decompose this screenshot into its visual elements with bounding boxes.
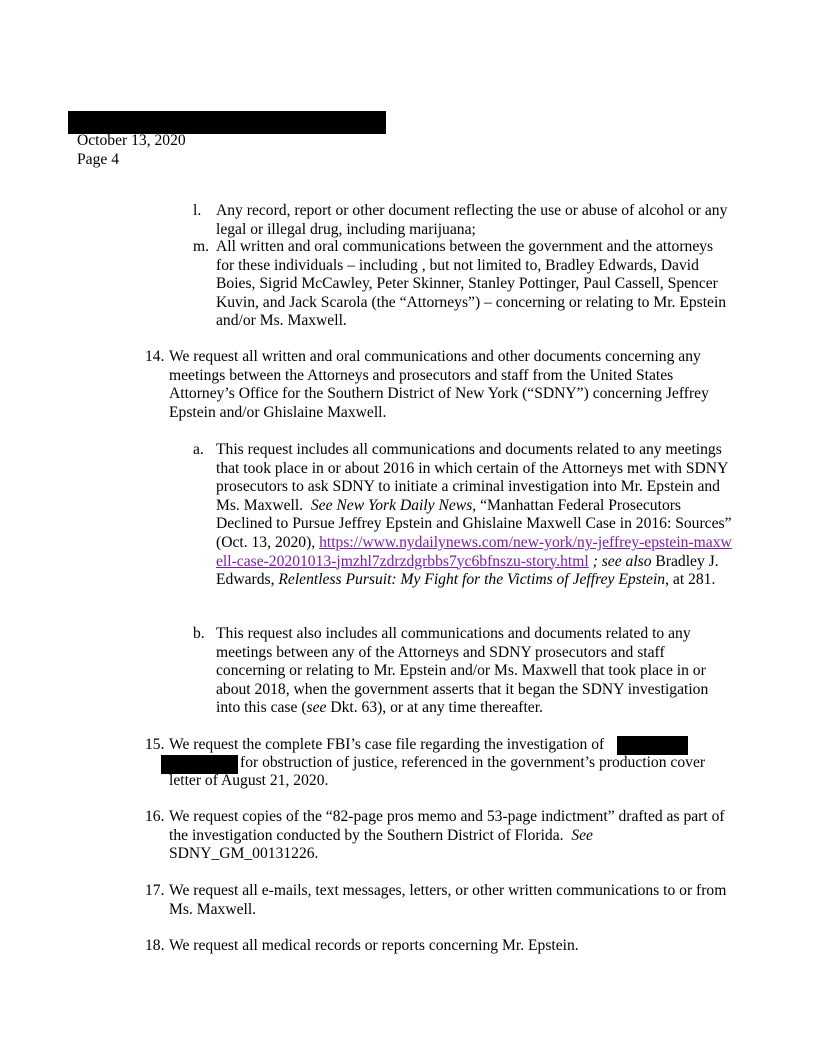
item-a-book-title: Relentless Pursuit: My Fight for the Victims of Jeffrey Epstein [278,571,666,589]
request-16-text [169,808,735,864]
page-number: Page 4 [77,151,120,168]
request-16-bates: SDNY_GM_00131226. [169,845,319,863]
request-15-number: 15. [145,736,165,753]
item-m-marker: m. [193,238,210,255]
item-l-marker: l. [193,202,202,219]
item-a-author: Bradley J. Edwards, [216,552,719,589]
request-17-number: 17. [145,882,165,899]
item-a-article: , “Manhattan Federal Prosecutors Declined to Pursue Jeffrey Epstein and Ghislaine Maxwell Case in 2016: Sources” (Oct. 13, 2020), [216,496,732,551]
request-16-see: See [571,826,593,844]
request-14-text: We request all written and oral communications and other documents concerning any meetings between the Attorneys and prosecutors and staff from the United States Attorney’s Office for the Southern District of New York (“SDNY”) concerning Jeffrey Epstein and/or Ghislaine Maxwell. [169,348,709,421]
item-b-end: Dkt. 63), or at any time thereafter. [326,699,543,717]
item-b-marker: b. [193,625,205,642]
request-15-line-2: for obstruction of justice, referenced in the government’s production cover [240,754,706,771]
item-a-url-link[interactable]: https://www.nydailynews.com/new-york/ny-jeffrey-epstein-maxwell-case-20201013-jmzhl7zdrzdgrbbs7yc6bfnszu-story.html [216,533,732,570]
letter-date: October 13, 2020 [77,132,186,149]
request-15-line-1: We request the complete FBI’s case file regarding the investigation of [169,736,605,753]
item-a-see-source: See New York Daily News [310,496,473,514]
request-18-number: 18. [145,937,165,954]
item-a-marker: a. [193,441,204,458]
item-b-body: This request also includes all communications and documents related to any meetings between any of the Attorneys and SDNY prosecutors and staff concerning or relating to Mr. Epstein and/or Ms. Maxwell that took place in or about 2018, when the government asserts that it began the SDNY investigation into this case ( [216,625,709,717]
request-15-redaction-1 [617,736,688,755]
item-a-body: This request includes all communications and documents related to any meetings that took place in or about 2016 in which certain of the Attorneys met with SDNY prosecutors to ask SDNY to initiate a criminal investigation into Mr. Epstein and Ms. Maxwell. [216,441,728,514]
request-15-line-3: letter of August 21, 2020. [169,772,329,789]
item-a-text [216,441,734,590]
request-16-number: 16. [145,808,165,825]
header-redaction [68,111,386,134]
item-a-page-ref: , at 281. [665,571,716,589]
item-b-text [216,625,734,718]
request-18-text: We request all medical records or reports concerning Mr. Epstein. [169,937,579,954]
item-a-see-also: ; see also [588,552,652,570]
item-m-text: All written and oral communications between the government and the attorneys for these individuals – including , but not limited to, Bradley Edwards, David Boies, Sigrid McCawley, Peter Skinner, Stanley Pottinger, Paul Cassell, Spencer Kuvin, and Jack Scarola (the “Attorneys”) – concerning or relating to Mr. Epstein and/or Ms. Maxwell. [216,238,727,330]
request-14-number: 14. [145,348,165,365]
request-17-text: We request all e-mails, text messages, letters, or other written communications to or from Ms. Maxwell. [169,882,727,918]
item-l-text: Any record, report or other document reflecting the use or abuse of alcohol or any legal or illegal drug, including marijuana; [216,202,728,238]
request-16-body: We request copies of the “82-page pros memo and 53-page indictment” drafted as part of the investigation conducted by the Southern District of Florida. [169,808,725,844]
item-b-see: see [306,699,327,717]
